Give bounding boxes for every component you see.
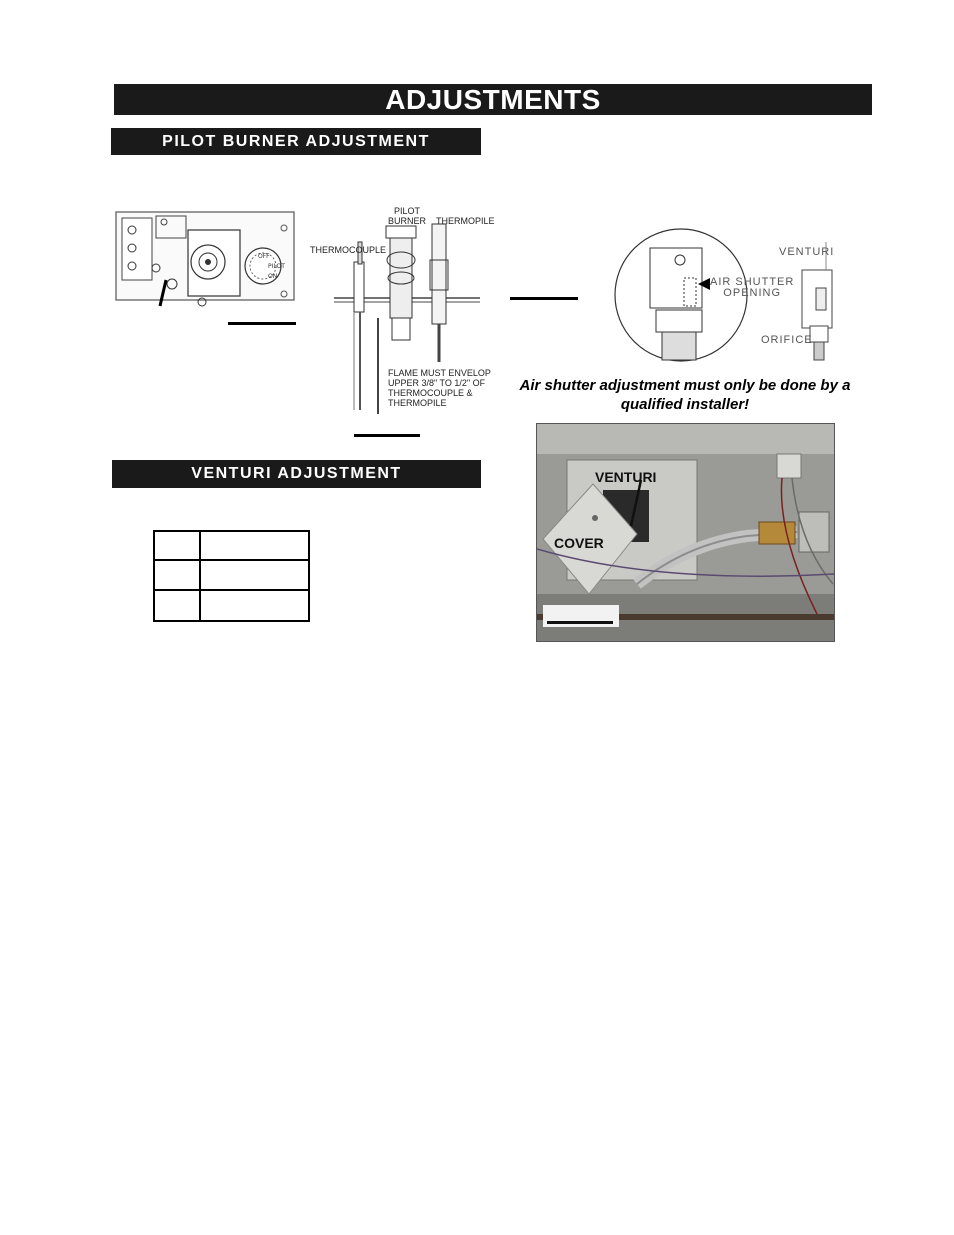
gas-valve-diagram: [108, 208, 302, 312]
photo-venturi-label: VENTURI: [595, 469, 657, 485]
figure-caption-line-2: [354, 434, 420, 437]
table-cell: [154, 560, 200, 590]
table-cell: [200, 590, 309, 621]
flame-instruction-label: FLAME MUST ENVELOP UPPER 3/8" TO 1/2" OF THERMOCOUPLE & THERMOPILE: [388, 368, 491, 408]
figure-caption-line-3: [510, 297, 578, 300]
venturi-diagram-label: VENTURI: [779, 246, 835, 258]
venturi-photo: [536, 423, 835, 642]
venturi-settings-table: [153, 530, 310, 622]
valve-knob-off-label: OFF: [258, 253, 270, 260]
thermocouple-label: THERMOCOUPLE: [310, 245, 387, 255]
venturi-photo-drawing: [537, 424, 834, 641]
valve-knob-pilot-label: PILOT: [268, 263, 285, 270]
venturi-section-header: VENTURI ADJUSTMENT: [112, 460, 481, 488]
figure-caption-line-1: [228, 322, 296, 325]
valve-knob-on-label: ON: [268, 273, 278, 280]
table-cell: [200, 560, 309, 590]
pilot-burner-label: PILOT BURNER: [388, 206, 427, 226]
table-cell: [154, 531, 200, 560]
page-title: ADJUSTMENTS: [114, 84, 872, 115]
photo-cover-label: COVER: [554, 535, 604, 551]
thermopile-label: THERMOPILE: [436, 216, 495, 226]
table-cell: [154, 590, 200, 621]
pilot-burner-section-header: PILOT BURNER ADJUSTMENT: [111, 128, 481, 155]
orifice-label: ORIFICE: [761, 334, 813, 346]
air-shutter-warning: Air shutter adjustment must only be done by a qualified installer!: [519, 377, 851, 413]
air-shutter-opening-label: AIR SHUTTER OPENING: [710, 276, 795, 299]
table-cell: [200, 531, 309, 560]
